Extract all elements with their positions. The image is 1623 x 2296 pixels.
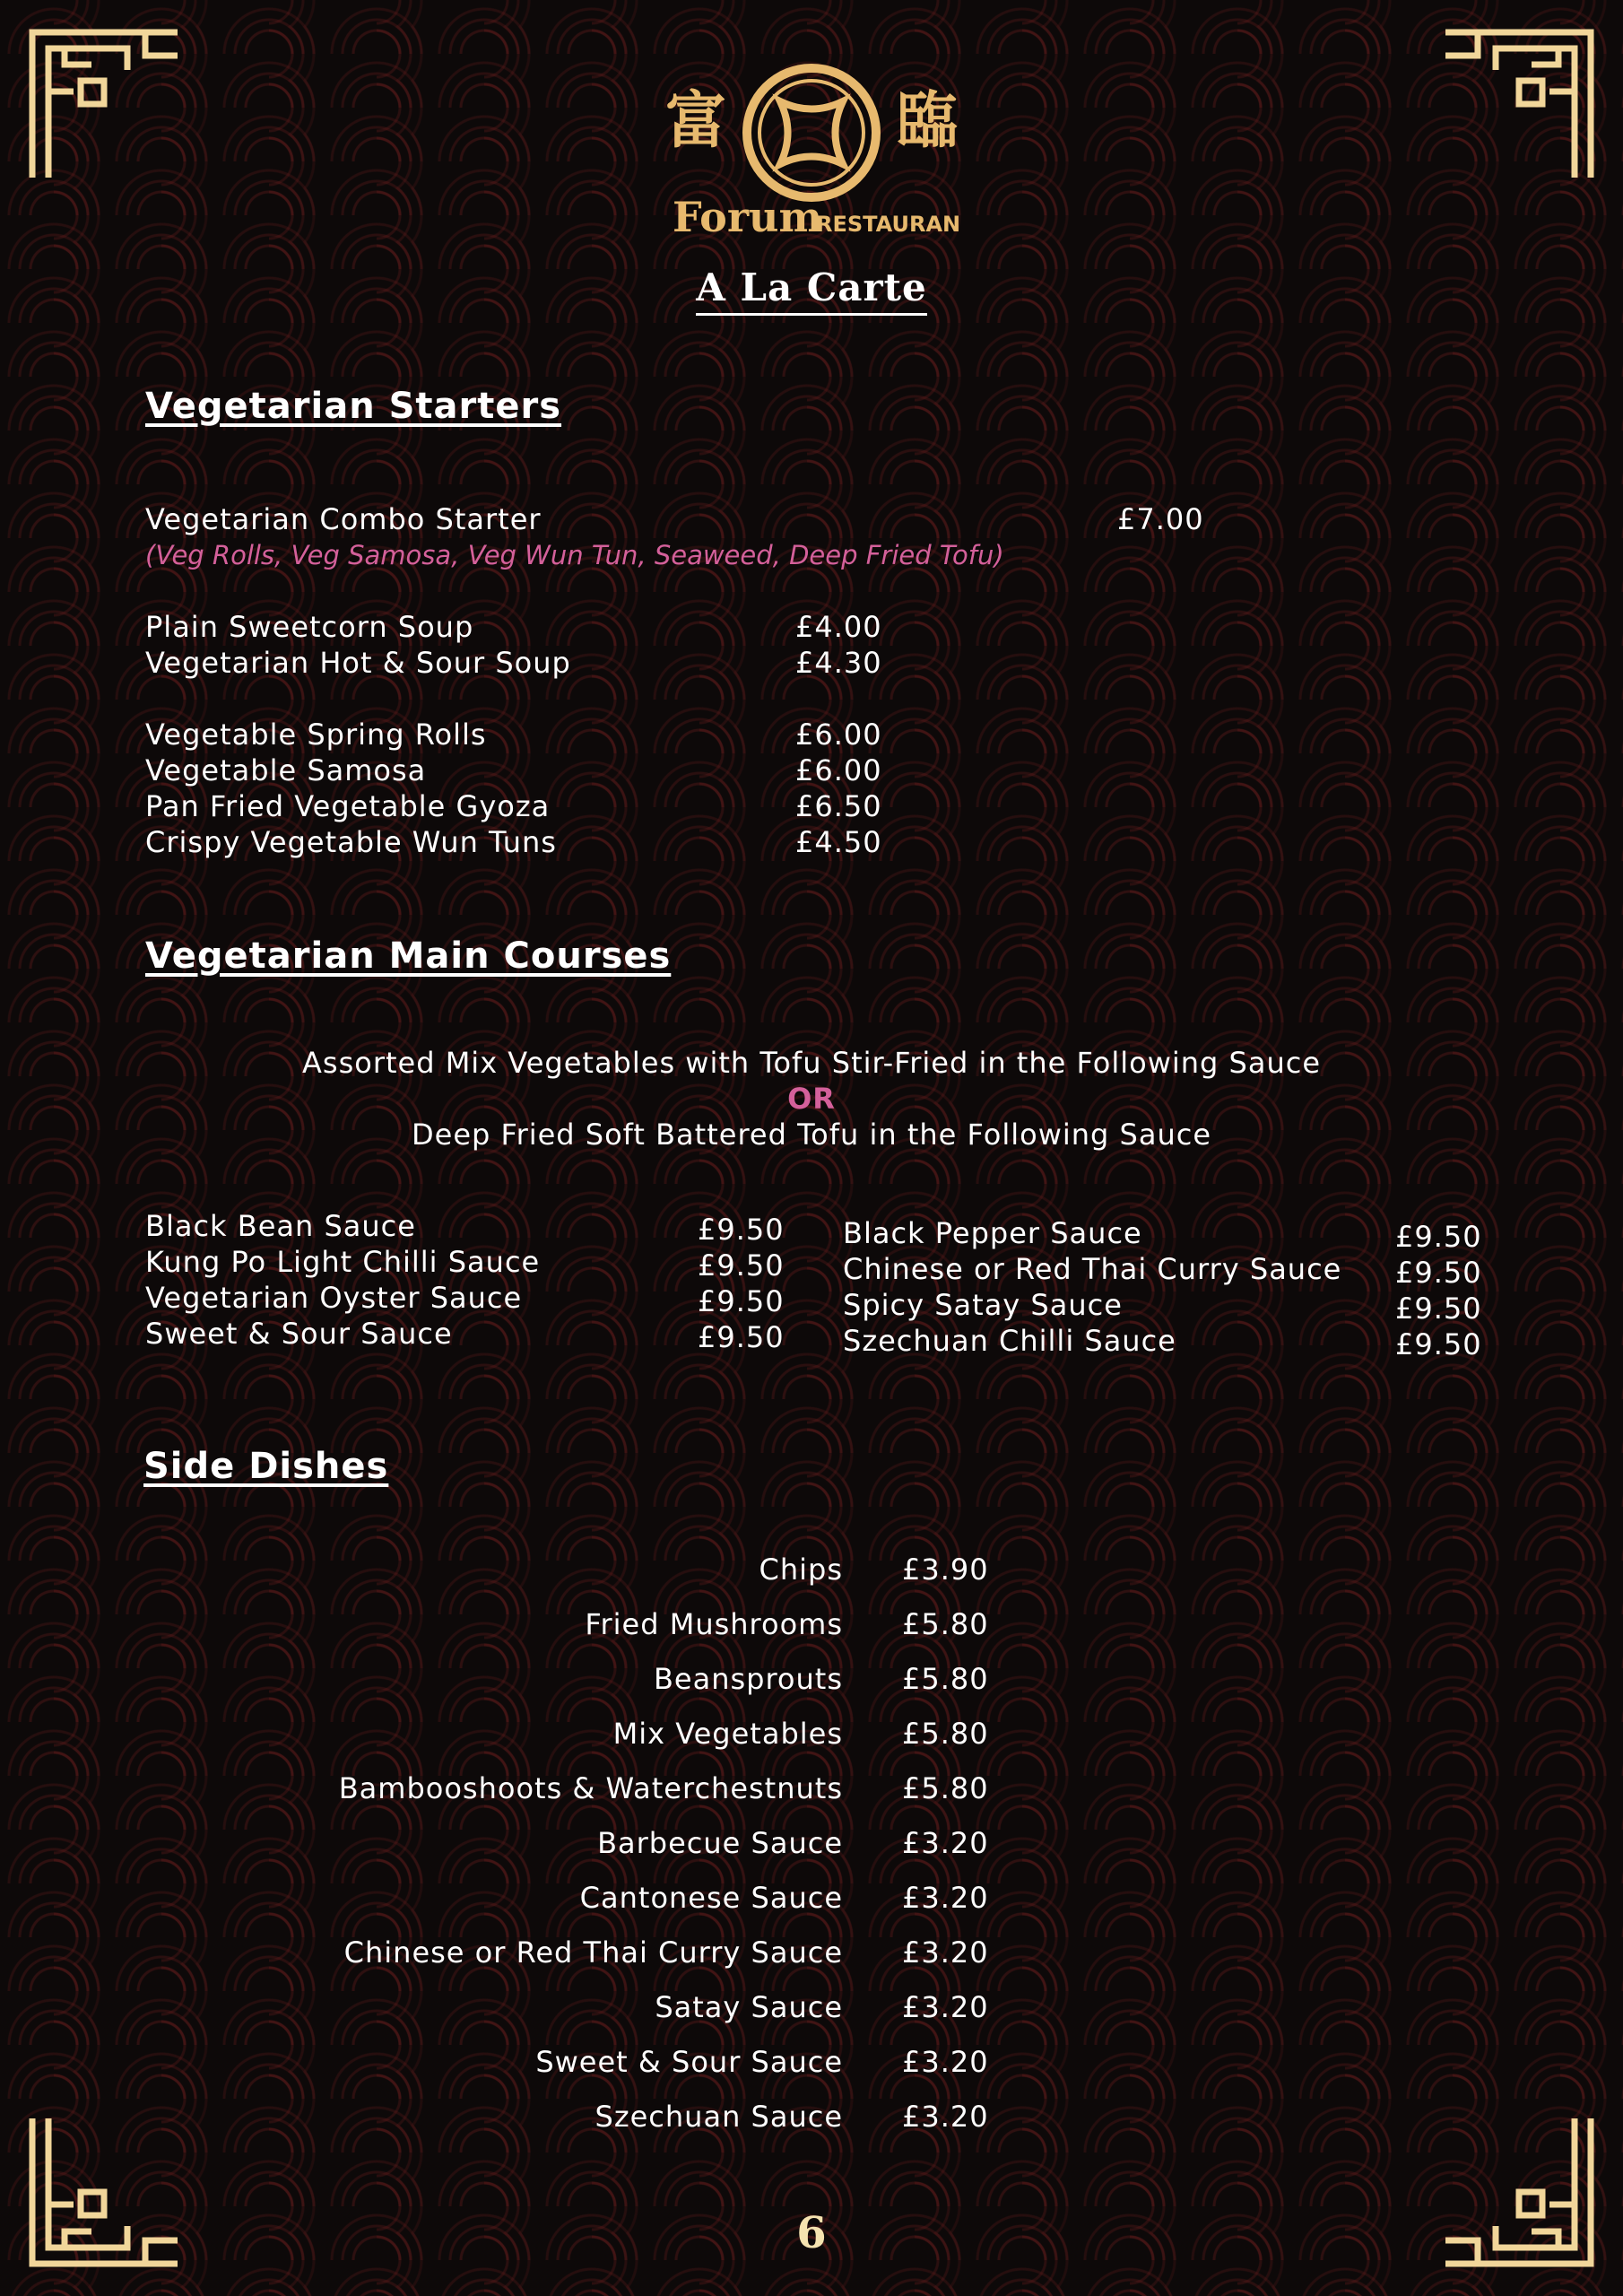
side-item-price: £5.80	[902, 1771, 989, 1805]
menu-item-name: Vegetarian Oyster Sauce	[145, 1281, 523, 1315]
section-heading-mains: Vegetarian Main Courses	[145, 935, 672, 977]
page-title	[0, 265, 1623, 309]
side-item-price: £3.20	[902, 1826, 989, 1860]
side-item-name: Beansprouts	[653, 1662, 843, 1696]
menu-item-name: Black Bean Sauce	[145, 1209, 416, 1243]
logo-chinese-left: 富	[664, 85, 727, 157]
menu-item-price: £7.00	[1117, 502, 1204, 536]
menu-item-name: Vegetarian Combo Starter	[145, 502, 542, 536]
side-item-name: Chips	[759, 1552, 843, 1587]
menu-item-name: Pan Fried Vegetable Gyoza	[145, 789, 551, 823]
side-item-price: £3.90	[902, 1552, 989, 1587]
menu-item-name: Vegetable Spring Rolls	[145, 718, 487, 752]
section-heading-starters: Vegetarian Starters	[145, 386, 562, 427]
menu-item-price: £9.50	[698, 1248, 785, 1283]
menu-item-price: £9.50	[698, 1284, 785, 1318]
mains-intro-line-1: Assorted Mix Vegetables with Tofu Stir-Fried in the Following Sauce	[302, 1046, 1321, 1080]
mains-intro-line-2: Deep Fried Soft Battered Tofu in the Following Sauce	[411, 1118, 1212, 1152]
menu-item-description: (Veg Rolls, Veg Samosa, Veg Wun Tun, Seaweed, Deep Fried Tofu)	[145, 540, 1004, 570]
menu-item-price: £9.50	[1395, 1327, 1482, 1361]
side-item-price: £5.80	[902, 1662, 989, 1696]
menu-item-price: £4.50	[795, 825, 882, 859]
side-item-name: Bambooshoots & Waterchestnuts	[338, 1771, 843, 1805]
restaurant-logo	[664, 61, 959, 240]
menu-item-name: Crispy Vegetable Wun Tuns	[145, 825, 557, 859]
menu-item-price: £4.30	[795, 646, 882, 680]
menu-item-price: £9.50	[1395, 1292, 1482, 1326]
menu-item-name: Black Pepper Sauce	[843, 1216, 1142, 1250]
page-title-text: A La Carte	[696, 265, 926, 316]
menu-item-price: £9.50	[698, 1320, 785, 1354]
side-item-price: £5.80	[902, 1607, 989, 1641]
side-item-price: £3.20	[902, 1935, 989, 1970]
logo-brand: Forum	[673, 193, 823, 240]
side-item-name: Fried Mushrooms	[585, 1607, 843, 1641]
corner-ornament-icon	[1442, 29, 1594, 181]
menu-item-name: Plain Sweetcorn Soup	[145, 610, 474, 644]
side-item-name: Sweet & Sour Sauce	[535, 2045, 843, 2079]
menu-item-name: Sweet & Sour Sauce	[145, 1317, 453, 1351]
menu-item-price: £9.50	[1395, 1256, 1482, 1290]
corner-ornament-icon	[29, 29, 181, 181]
menu-item-name: Chinese or Red Thai Curry Sauce	[843, 1252, 1342, 1286]
side-item-name: Satay Sauce	[655, 1990, 843, 2024]
menu-item-price: £6.50	[795, 789, 882, 823]
side-item-price: £5.80	[902, 1717, 989, 1751]
menu-item-price: £4.00	[795, 610, 882, 644]
side-item-name: Chinese or Red Thai Curry Sauce	[343, 1935, 843, 1970]
side-item-price: £3.20	[902, 1990, 989, 2024]
menu-item-name: Kung Po Light Chilli Sauce	[145, 1245, 541, 1279]
menu-item-name: Vegetarian Hot & Sour Soup	[145, 646, 571, 680]
side-item-price: £3.20	[902, 2045, 989, 2079]
mains-intro-or: OR	[787, 1082, 836, 1116]
menu-item-name: Szechuan Chilli Sauce	[843, 1324, 1176, 1358]
side-item-name: Barbecue Sauce	[597, 1826, 843, 1860]
menu-item-name: Spicy Satay Sauce	[843, 1288, 1123, 1322]
menu-item-price: £9.50	[1395, 1220, 1482, 1254]
menu-item-name: Vegetable Samosa	[145, 753, 427, 787]
logo-chinese-right: 臨	[896, 85, 959, 157]
logo-brand-suffix: RESTAURANT	[816, 212, 959, 237]
section-heading-sides: Side Dishes	[143, 1446, 389, 1487]
side-item-price: £3.20	[902, 2100, 989, 2134]
menu-item-price: £9.50	[698, 1213, 785, 1247]
side-item-price: £3.20	[902, 1881, 989, 1915]
side-item-name: Szechuan Sauce	[595, 2100, 843, 2134]
side-item-name: Cantonese Sauce	[579, 1881, 843, 1915]
page-number: 6	[796, 2208, 827, 2258]
menu-item-price: £6.00	[795, 753, 882, 787]
side-item-name: Mix Vegetables	[612, 1717, 843, 1751]
coin-logo-icon	[747, 68, 876, 197]
menu-item-price: £6.00	[795, 718, 882, 752]
